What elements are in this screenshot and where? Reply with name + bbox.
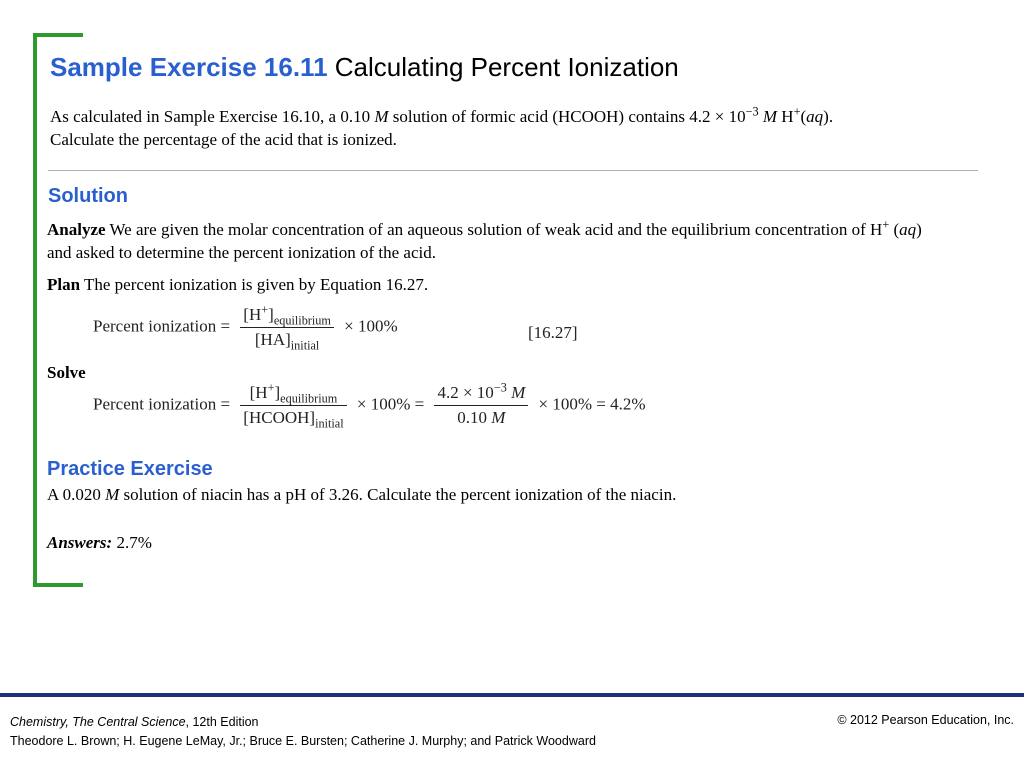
molar-symbol: M bbox=[762, 107, 778, 126]
slide-title bbox=[50, 52, 679, 83]
fraction bbox=[240, 302, 334, 353]
denominator-text: [HCOOH] bbox=[243, 408, 316, 427]
molar-symbol: M bbox=[491, 408, 506, 427]
denominator-text: [HA] bbox=[254, 330, 291, 349]
practice-text: A 0.020 bbox=[47, 485, 106, 504]
numerator-text: [H bbox=[249, 383, 268, 402]
practice-statement bbox=[47, 485, 676, 505]
numerator-text: ] bbox=[268, 305, 274, 324]
answers-line bbox=[47, 533, 152, 553]
subscript: equilibrium bbox=[273, 313, 331, 328]
analyze-label: Analyze bbox=[47, 220, 106, 239]
problem-text: As calculated in Sample Exercise 16.10, a 0.10 bbox=[50, 107, 375, 126]
equation-lhs: Percent ionization = bbox=[93, 394, 231, 414]
problem-statement bbox=[50, 105, 985, 151]
charge: + bbox=[882, 217, 890, 232]
exponent: −3 bbox=[493, 380, 507, 395]
fraction-numerator bbox=[434, 380, 528, 406]
exercise-number: Sample Exercise 16.11 bbox=[50, 52, 328, 82]
molar-symbol: M bbox=[105, 485, 120, 504]
denominator-text: 0.10 bbox=[457, 408, 492, 427]
problem-text: Calculate the percentage of the acid that is ionized. bbox=[50, 130, 397, 149]
fraction-denominator bbox=[434, 406, 528, 428]
subscript: initial bbox=[315, 416, 344, 431]
answers-value: 2.7% bbox=[112, 533, 152, 552]
exponent: −3 bbox=[745, 104, 759, 119]
aq-label: aq bbox=[899, 220, 917, 239]
practice-heading: Practice Exercise bbox=[47, 458, 213, 480]
molar-symbol: M bbox=[506, 383, 526, 402]
equation-number: [16.27] bbox=[528, 323, 578, 342]
charge: + bbox=[261, 302, 269, 317]
answers-label: Answers: bbox=[47, 533, 113, 552]
fraction bbox=[434, 380, 528, 428]
plan-paragraph bbox=[47, 273, 428, 296]
footer-authors: Theodore L. Brown; H. Eugene LeMay, Jr.; Bruce E. Bursten; Catherine J. Murphy; and Patrick Woodward bbox=[10, 734, 596, 748]
analyze-text: ( bbox=[889, 220, 900, 239]
fraction bbox=[240, 380, 346, 431]
charge: + bbox=[267, 380, 275, 395]
fraction-denominator bbox=[240, 406, 346, 431]
subscript: equilibrium bbox=[280, 391, 338, 406]
analyze-text: ) and asked to determine the percent ionization of the acid. bbox=[47, 220, 922, 262]
numerator-text: [H bbox=[243, 305, 262, 324]
footer-copyright: © 2012 Pearson Education, Inc. bbox=[837, 713, 1014, 727]
equation-tail: × 100% = 4.2% bbox=[538, 394, 646, 414]
problem-text: H bbox=[777, 107, 794, 126]
fraction-numerator bbox=[240, 302, 334, 328]
practice-text: solution of niacin has a pH of 3.26. Calculate the percent ionization of the niacin. bbox=[119, 485, 677, 504]
fraction-denominator bbox=[240, 328, 334, 353]
equation-tail: × 100% bbox=[344, 316, 398, 336]
book-title: Chemistry, The Central Science bbox=[10, 715, 186, 729]
exercise-name: Calculating Percent Ionization bbox=[334, 52, 679, 82]
equation-mid: × 100% = bbox=[356, 394, 425, 414]
equation-16-27 bbox=[93, 302, 398, 353]
book-edition: , 12th Edition bbox=[185, 715, 259, 729]
plan-label: Plan bbox=[47, 275, 81, 294]
subscript: initial bbox=[290, 338, 320, 353]
solve-equation bbox=[93, 380, 646, 431]
solution-heading: Solution bbox=[48, 185, 128, 207]
problem-text: ). bbox=[823, 107, 834, 126]
plan-text: The percent ionization is given by Equation 16.27. bbox=[80, 275, 429, 294]
solve-label: Solve bbox=[47, 363, 86, 382]
molar-symbol: M bbox=[374, 107, 389, 126]
equation-lhs: Percent ionization = bbox=[93, 316, 231, 336]
numerator-text: ] bbox=[274, 383, 281, 402]
problem-text: ( bbox=[800, 107, 807, 126]
problem-text: solution of formic acid (HCOOH) contains 4.2 × 10 bbox=[388, 107, 746, 126]
footer-bar bbox=[0, 693, 1024, 697]
fraction-numerator bbox=[240, 380, 346, 406]
footer-citation bbox=[10, 713, 596, 751]
footer-book-line bbox=[10, 713, 596, 732]
divider bbox=[48, 170, 978, 171]
numerator-text: 4.2 × 10 bbox=[437, 383, 494, 402]
analyze-text: We are given the molar concentration of an aqueous solution of weak acid and the equilibrium concentration of H bbox=[105, 220, 883, 239]
aq-label: aq bbox=[806, 107, 824, 126]
charge: + bbox=[793, 104, 801, 119]
analyze-paragraph bbox=[47, 218, 947, 264]
